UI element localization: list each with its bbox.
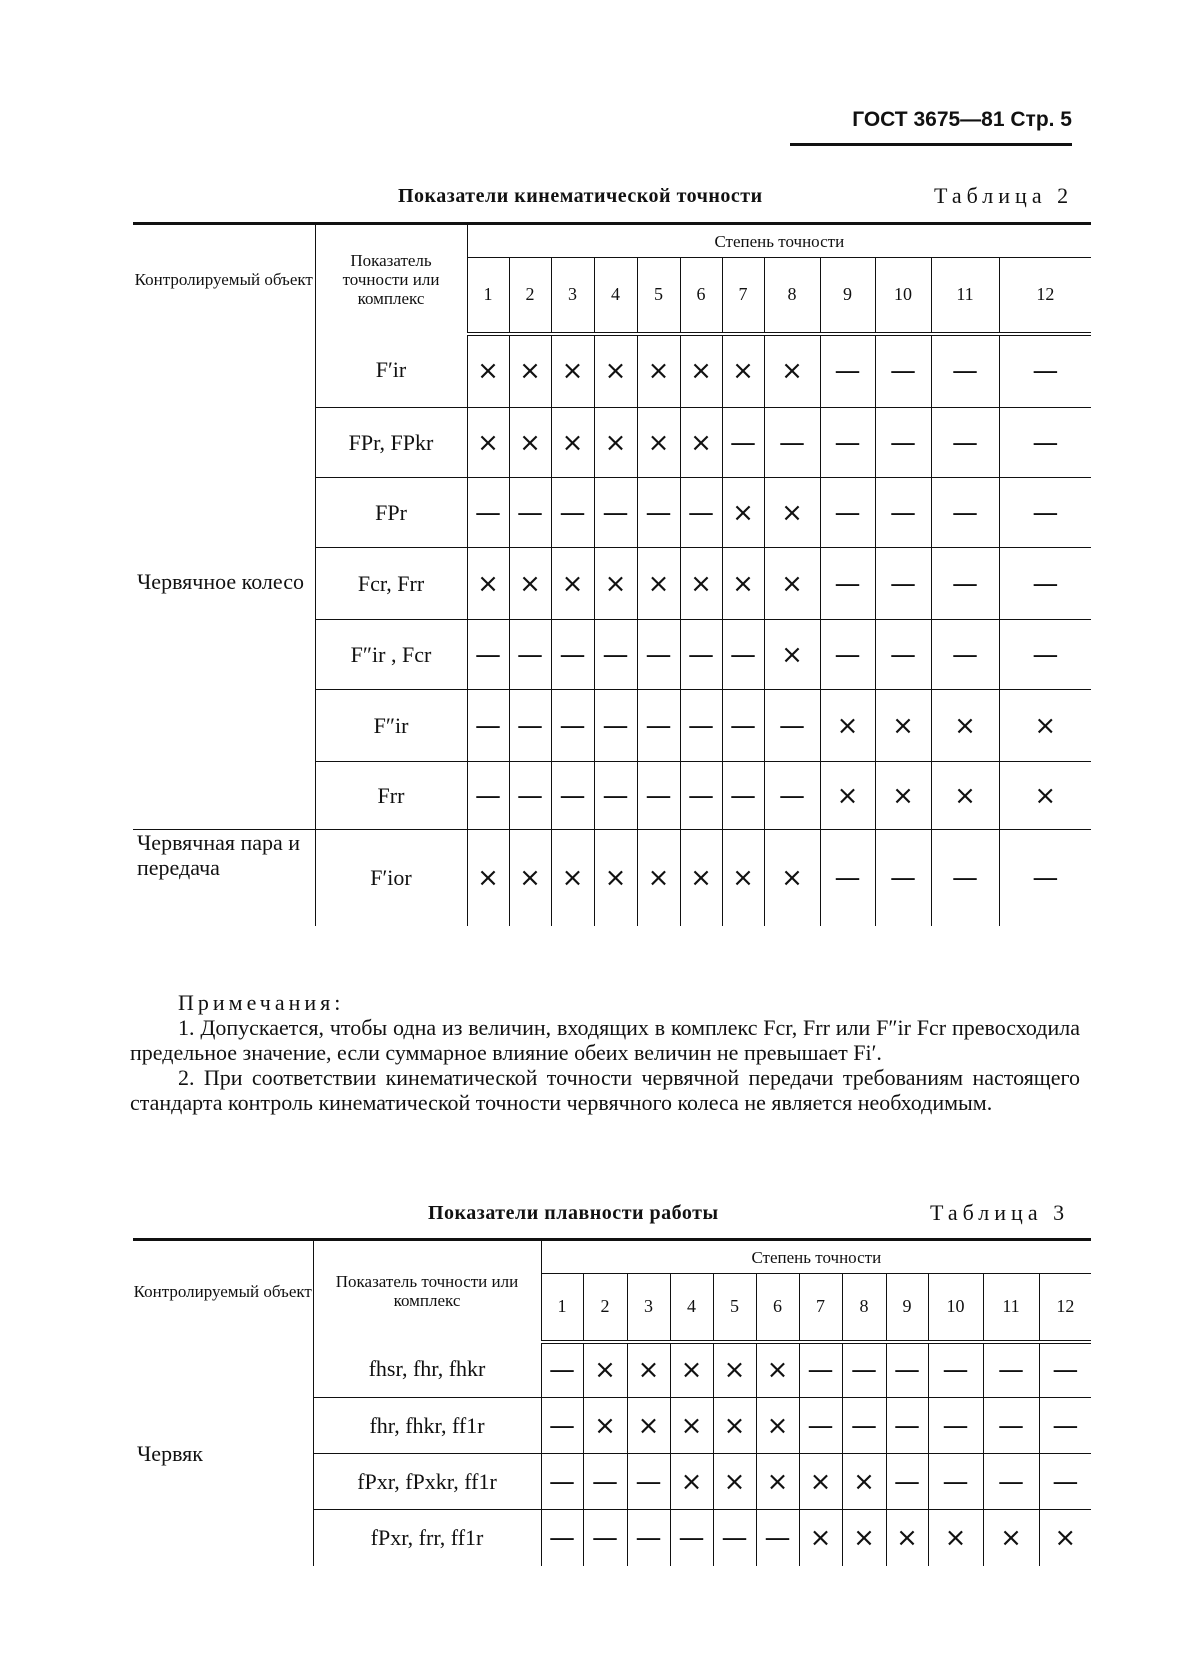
dash-mark: — bbox=[875, 334, 931, 408]
cross-mark: × bbox=[713, 1342, 756, 1398]
degree-header: 2 bbox=[509, 258, 551, 334]
dash-mark: — bbox=[820, 830, 875, 926]
dash-mark: — bbox=[999, 408, 1091, 478]
dash-mark: — bbox=[594, 762, 637, 830]
dash-mark: — bbox=[594, 690, 637, 762]
object-cell: Червячное колесо bbox=[133, 334, 315, 830]
page-header: ГОСТ 3675—81 Стр. 5 bbox=[852, 108, 1072, 131]
dash-mark: — bbox=[820, 620, 875, 690]
dash-mark: — bbox=[551, 762, 594, 830]
header-rule bbox=[790, 143, 1072, 146]
index-cell: fhsr, fhr, fhkr bbox=[313, 1342, 541, 1398]
dash-mark: — bbox=[627, 1510, 670, 1566]
cross-mark: × bbox=[670, 1398, 713, 1454]
dash-mark: — bbox=[886, 1398, 928, 1454]
index-cell: F′ior bbox=[315, 830, 467, 926]
dash-mark: — bbox=[713, 1510, 756, 1566]
table2-label: Таблица 2 bbox=[934, 183, 1074, 208]
cross-mark: × bbox=[799, 1454, 842, 1510]
cross-mark: × bbox=[928, 1510, 983, 1566]
index-cell: FPr bbox=[315, 478, 467, 548]
cross-mark: × bbox=[722, 548, 764, 620]
col-header-object: Контролируемый объект bbox=[133, 1240, 313, 1342]
dash-mark: — bbox=[467, 690, 509, 762]
degree-header: 1 bbox=[541, 1274, 583, 1342]
dash-mark: — bbox=[931, 548, 999, 620]
dash-mark: — bbox=[541, 1398, 583, 1454]
dash-mark: — bbox=[875, 548, 931, 620]
cross-mark: × bbox=[1039, 1510, 1091, 1566]
col-header-index: Показатель точности или комплекс bbox=[313, 1240, 541, 1342]
degree-header: 3 bbox=[627, 1274, 670, 1342]
dash-mark: — bbox=[583, 1510, 627, 1566]
cross-mark: × bbox=[680, 830, 722, 926]
dash-mark: — bbox=[999, 478, 1091, 548]
cross-mark: × bbox=[764, 478, 820, 548]
cross-mark: × bbox=[583, 1342, 627, 1398]
dash-mark: — bbox=[820, 548, 875, 620]
dash-mark: — bbox=[551, 478, 594, 548]
index-cell: fhr, fhkr, ff1r bbox=[313, 1398, 541, 1454]
dash-mark: — bbox=[509, 478, 551, 548]
dash-mark: — bbox=[928, 1342, 983, 1398]
dash-mark: — bbox=[541, 1454, 583, 1510]
dash-mark: — bbox=[509, 762, 551, 830]
dash-mark: — bbox=[509, 620, 551, 690]
object-cell: Червячная пара и передача bbox=[133, 830, 315, 926]
cross-mark: × bbox=[509, 334, 551, 408]
degree-header: 12 bbox=[1039, 1274, 1091, 1342]
dash-mark: — bbox=[680, 478, 722, 548]
dash-mark: — bbox=[983, 1454, 1039, 1510]
index-cell: Frr bbox=[315, 762, 467, 830]
cross-mark: × bbox=[551, 830, 594, 926]
dash-mark: — bbox=[722, 762, 764, 830]
dash-mark: — bbox=[928, 1398, 983, 1454]
dash-mark: — bbox=[764, 408, 820, 478]
cross-mark: × bbox=[477, 862, 499, 893]
object-cell: Червяк bbox=[133, 1342, 313, 1566]
cross-mark: × bbox=[637, 408, 680, 478]
dash-mark: — bbox=[1039, 1398, 1091, 1454]
dash-mark: — bbox=[594, 478, 637, 548]
dash-mark: — bbox=[931, 408, 999, 478]
cross-mark: × bbox=[551, 334, 594, 408]
note-1: 1. Допускается, чтобы одна из величин, входящих в комплекс Fcr, Frr или F″ir Fcr превосходила предельное значение, если суммарное влияние обеих величин не превышает Fi′. bbox=[130, 1015, 1080, 1065]
degree-header: 12 bbox=[999, 258, 1091, 334]
index-cell: fPxr, fPxkr, ff1r bbox=[313, 1454, 541, 1510]
cross-mark: × bbox=[764, 334, 820, 408]
cross-mark: × bbox=[637, 830, 680, 926]
cross-mark: × bbox=[467, 408, 509, 478]
cross-mark: × bbox=[551, 548, 594, 620]
dash-mark: — bbox=[931, 620, 999, 690]
dash-mark: — bbox=[886, 1342, 928, 1398]
table3-label: Таблица 3 bbox=[930, 1200, 1070, 1225]
degree-header: 9 bbox=[820, 258, 875, 334]
dash-mark: — bbox=[875, 408, 931, 478]
index-cell: Fcr, Frr bbox=[315, 548, 467, 620]
cross-mark: × bbox=[680, 334, 722, 408]
cross-mark: × bbox=[722, 478, 764, 548]
cross-mark: × bbox=[467, 548, 509, 620]
dash-mark: — bbox=[467, 762, 509, 830]
dash-mark: — bbox=[875, 478, 931, 548]
dash-mark: — bbox=[820, 408, 875, 478]
degree-header: 6 bbox=[756, 1274, 799, 1342]
cross-mark: × bbox=[931, 690, 999, 762]
cross-mark: × bbox=[999, 690, 1091, 762]
dash-mark: — bbox=[680, 690, 722, 762]
dash-mark: — bbox=[799, 1398, 842, 1454]
index-cell: F″ir , Fcr bbox=[315, 620, 467, 690]
dash-mark: — bbox=[842, 1398, 886, 1454]
dash-mark: — bbox=[875, 620, 931, 690]
cross-mark: × bbox=[713, 1454, 756, 1510]
cross-mark: × bbox=[551, 408, 594, 478]
cross-mark: × bbox=[799, 1510, 842, 1566]
dash-mark: — bbox=[842, 1342, 886, 1398]
cross-mark: × bbox=[509, 548, 551, 620]
cross-mark: × bbox=[637, 548, 680, 620]
degree-header: 10 bbox=[928, 1274, 983, 1342]
col-header-degree: Степень точности bbox=[541, 1240, 1091, 1274]
dash-mark: — bbox=[670, 1510, 713, 1566]
dash-mark: — bbox=[928, 1454, 983, 1510]
dash-mark: — bbox=[1039, 1342, 1091, 1398]
dash-mark: — bbox=[999, 334, 1091, 408]
table2 bbox=[133, 222, 1091, 926]
dash-mark: — bbox=[549, 1522, 575, 1553]
dash-mark: — bbox=[637, 620, 680, 690]
cross-mark: × bbox=[820, 762, 875, 830]
degree-header: 11 bbox=[983, 1274, 1039, 1342]
col-header-object: Контролируемый объект bbox=[133, 224, 315, 334]
degree-header: 7 bbox=[799, 1274, 842, 1342]
cross-mark: × bbox=[764, 548, 820, 620]
dash-mark: — bbox=[999, 548, 1091, 620]
dash-mark: — bbox=[680, 762, 722, 830]
dash-mark: — bbox=[594, 620, 637, 690]
dash-mark: — bbox=[931, 478, 999, 548]
cross-mark: × bbox=[999, 762, 1091, 830]
cross-mark: × bbox=[983, 1510, 1039, 1566]
cross-mark: × bbox=[756, 1454, 799, 1510]
degree-header: 7 bbox=[722, 258, 764, 334]
degree-header: 8 bbox=[764, 258, 820, 334]
dash-mark: — bbox=[551, 690, 594, 762]
index-cell: fPxr, frr, ff1r bbox=[313, 1510, 541, 1566]
degree-header: 6 bbox=[680, 258, 722, 334]
degree-header: 1 bbox=[467, 258, 509, 334]
dash-mark: — bbox=[820, 334, 875, 408]
cross-mark: × bbox=[509, 830, 551, 926]
dash-mark: — bbox=[820, 478, 875, 548]
cross-mark: × bbox=[875, 762, 931, 830]
dash-mark: — bbox=[999, 830, 1091, 926]
table-row bbox=[133, 830, 1091, 926]
cross-mark: × bbox=[764, 830, 820, 926]
table-row bbox=[133, 334, 1091, 408]
dash-mark: — bbox=[722, 620, 764, 690]
dash-mark: — bbox=[722, 690, 764, 762]
col-header-index: Показатель точности или комплекс bbox=[315, 224, 467, 334]
col-header-degree: Степень точности bbox=[467, 224, 1091, 258]
cross-mark: × bbox=[594, 408, 637, 478]
cross-mark: × bbox=[886, 1510, 928, 1566]
degree-header: 2 bbox=[583, 1274, 627, 1342]
dash-mark: — bbox=[875, 830, 931, 926]
dash-mark: — bbox=[467, 478, 509, 548]
cross-mark: × bbox=[594, 334, 637, 408]
degree-header: 5 bbox=[713, 1274, 756, 1342]
cross-mark: × bbox=[627, 1398, 670, 1454]
dash-mark: — bbox=[799, 1342, 842, 1398]
table3-caption: Показатели плавности работы bbox=[428, 1202, 719, 1224]
cross-mark: × bbox=[637, 334, 680, 408]
dash-mark: — bbox=[637, 762, 680, 830]
cross-mark: × bbox=[583, 1398, 627, 1454]
cross-mark: × bbox=[842, 1454, 886, 1510]
dash-mark: — bbox=[627, 1454, 670, 1510]
cross-mark: × bbox=[670, 1342, 713, 1398]
cross-mark: × bbox=[594, 548, 637, 620]
index-cell: F″ir bbox=[315, 690, 467, 762]
degree-header: 3 bbox=[551, 258, 594, 334]
dash-mark: — bbox=[551, 620, 594, 690]
cross-mark: × bbox=[713, 1398, 756, 1454]
degree-header: 9 bbox=[886, 1274, 928, 1342]
degree-header: 10 bbox=[875, 258, 931, 334]
dash-mark: — bbox=[756, 1510, 799, 1566]
note-2: 2. При соответствии кинематической точности червячной передачи требованиям настоящего стандарта контроль кинематической точности червячного колеса не является необходимым. bbox=[130, 1065, 1080, 1115]
cross-mark: × bbox=[722, 334, 764, 408]
cross-mark: × bbox=[680, 408, 722, 478]
dash-mark: — bbox=[764, 690, 820, 762]
dash-mark: — bbox=[583, 1454, 627, 1510]
table3 bbox=[133, 1238, 1091, 1566]
cross-mark: × bbox=[820, 690, 875, 762]
cross-mark: × bbox=[764, 620, 820, 690]
cross-mark: × bbox=[670, 1454, 713, 1510]
dash-mark: — bbox=[680, 620, 722, 690]
table-row bbox=[133, 1342, 1091, 1398]
dash-mark: — bbox=[983, 1398, 1039, 1454]
dash-mark: — bbox=[509, 690, 551, 762]
cross-mark: × bbox=[931, 762, 999, 830]
cross-mark: × bbox=[467, 334, 509, 408]
dash-mark: — bbox=[983, 1342, 1039, 1398]
table2-caption: Показатели кинематической точности bbox=[398, 185, 763, 207]
dash-mark: — bbox=[999, 620, 1091, 690]
cross-mark: × bbox=[875, 690, 931, 762]
degree-header: 11 bbox=[931, 258, 999, 334]
notes-title: Примечания: bbox=[178, 990, 345, 1015]
cross-mark: × bbox=[842, 1510, 886, 1566]
dash-mark: — bbox=[722, 408, 764, 478]
notes-block bbox=[130, 990, 1080, 1115]
dash-mark: — bbox=[467, 620, 509, 690]
dash-mark: — bbox=[764, 762, 820, 830]
degree-header: 5 bbox=[637, 258, 680, 334]
degree-header: 4 bbox=[594, 258, 637, 334]
dash-mark: — bbox=[1039, 1454, 1091, 1510]
dash-mark: — bbox=[931, 830, 999, 926]
cross-mark: × bbox=[722, 830, 764, 926]
index-cell: F′ir bbox=[315, 334, 467, 408]
cross-mark: × bbox=[756, 1398, 799, 1454]
dash-mark: — bbox=[541, 1342, 583, 1398]
index-cell: FPr, FPkr bbox=[315, 408, 467, 478]
cross-mark: × bbox=[680, 548, 722, 620]
cross-mark: × bbox=[627, 1342, 670, 1398]
dash-mark: — bbox=[637, 478, 680, 548]
degree-header: 8 bbox=[842, 1274, 886, 1342]
cross-mark: × bbox=[594, 830, 637, 926]
cross-mark: × bbox=[756, 1342, 799, 1398]
cross-mark: × bbox=[509, 408, 551, 478]
dash-mark: — bbox=[637, 690, 680, 762]
dash-mark: — bbox=[886, 1454, 928, 1510]
dash-mark: — bbox=[931, 334, 999, 408]
degree-header: 4 bbox=[670, 1274, 713, 1342]
